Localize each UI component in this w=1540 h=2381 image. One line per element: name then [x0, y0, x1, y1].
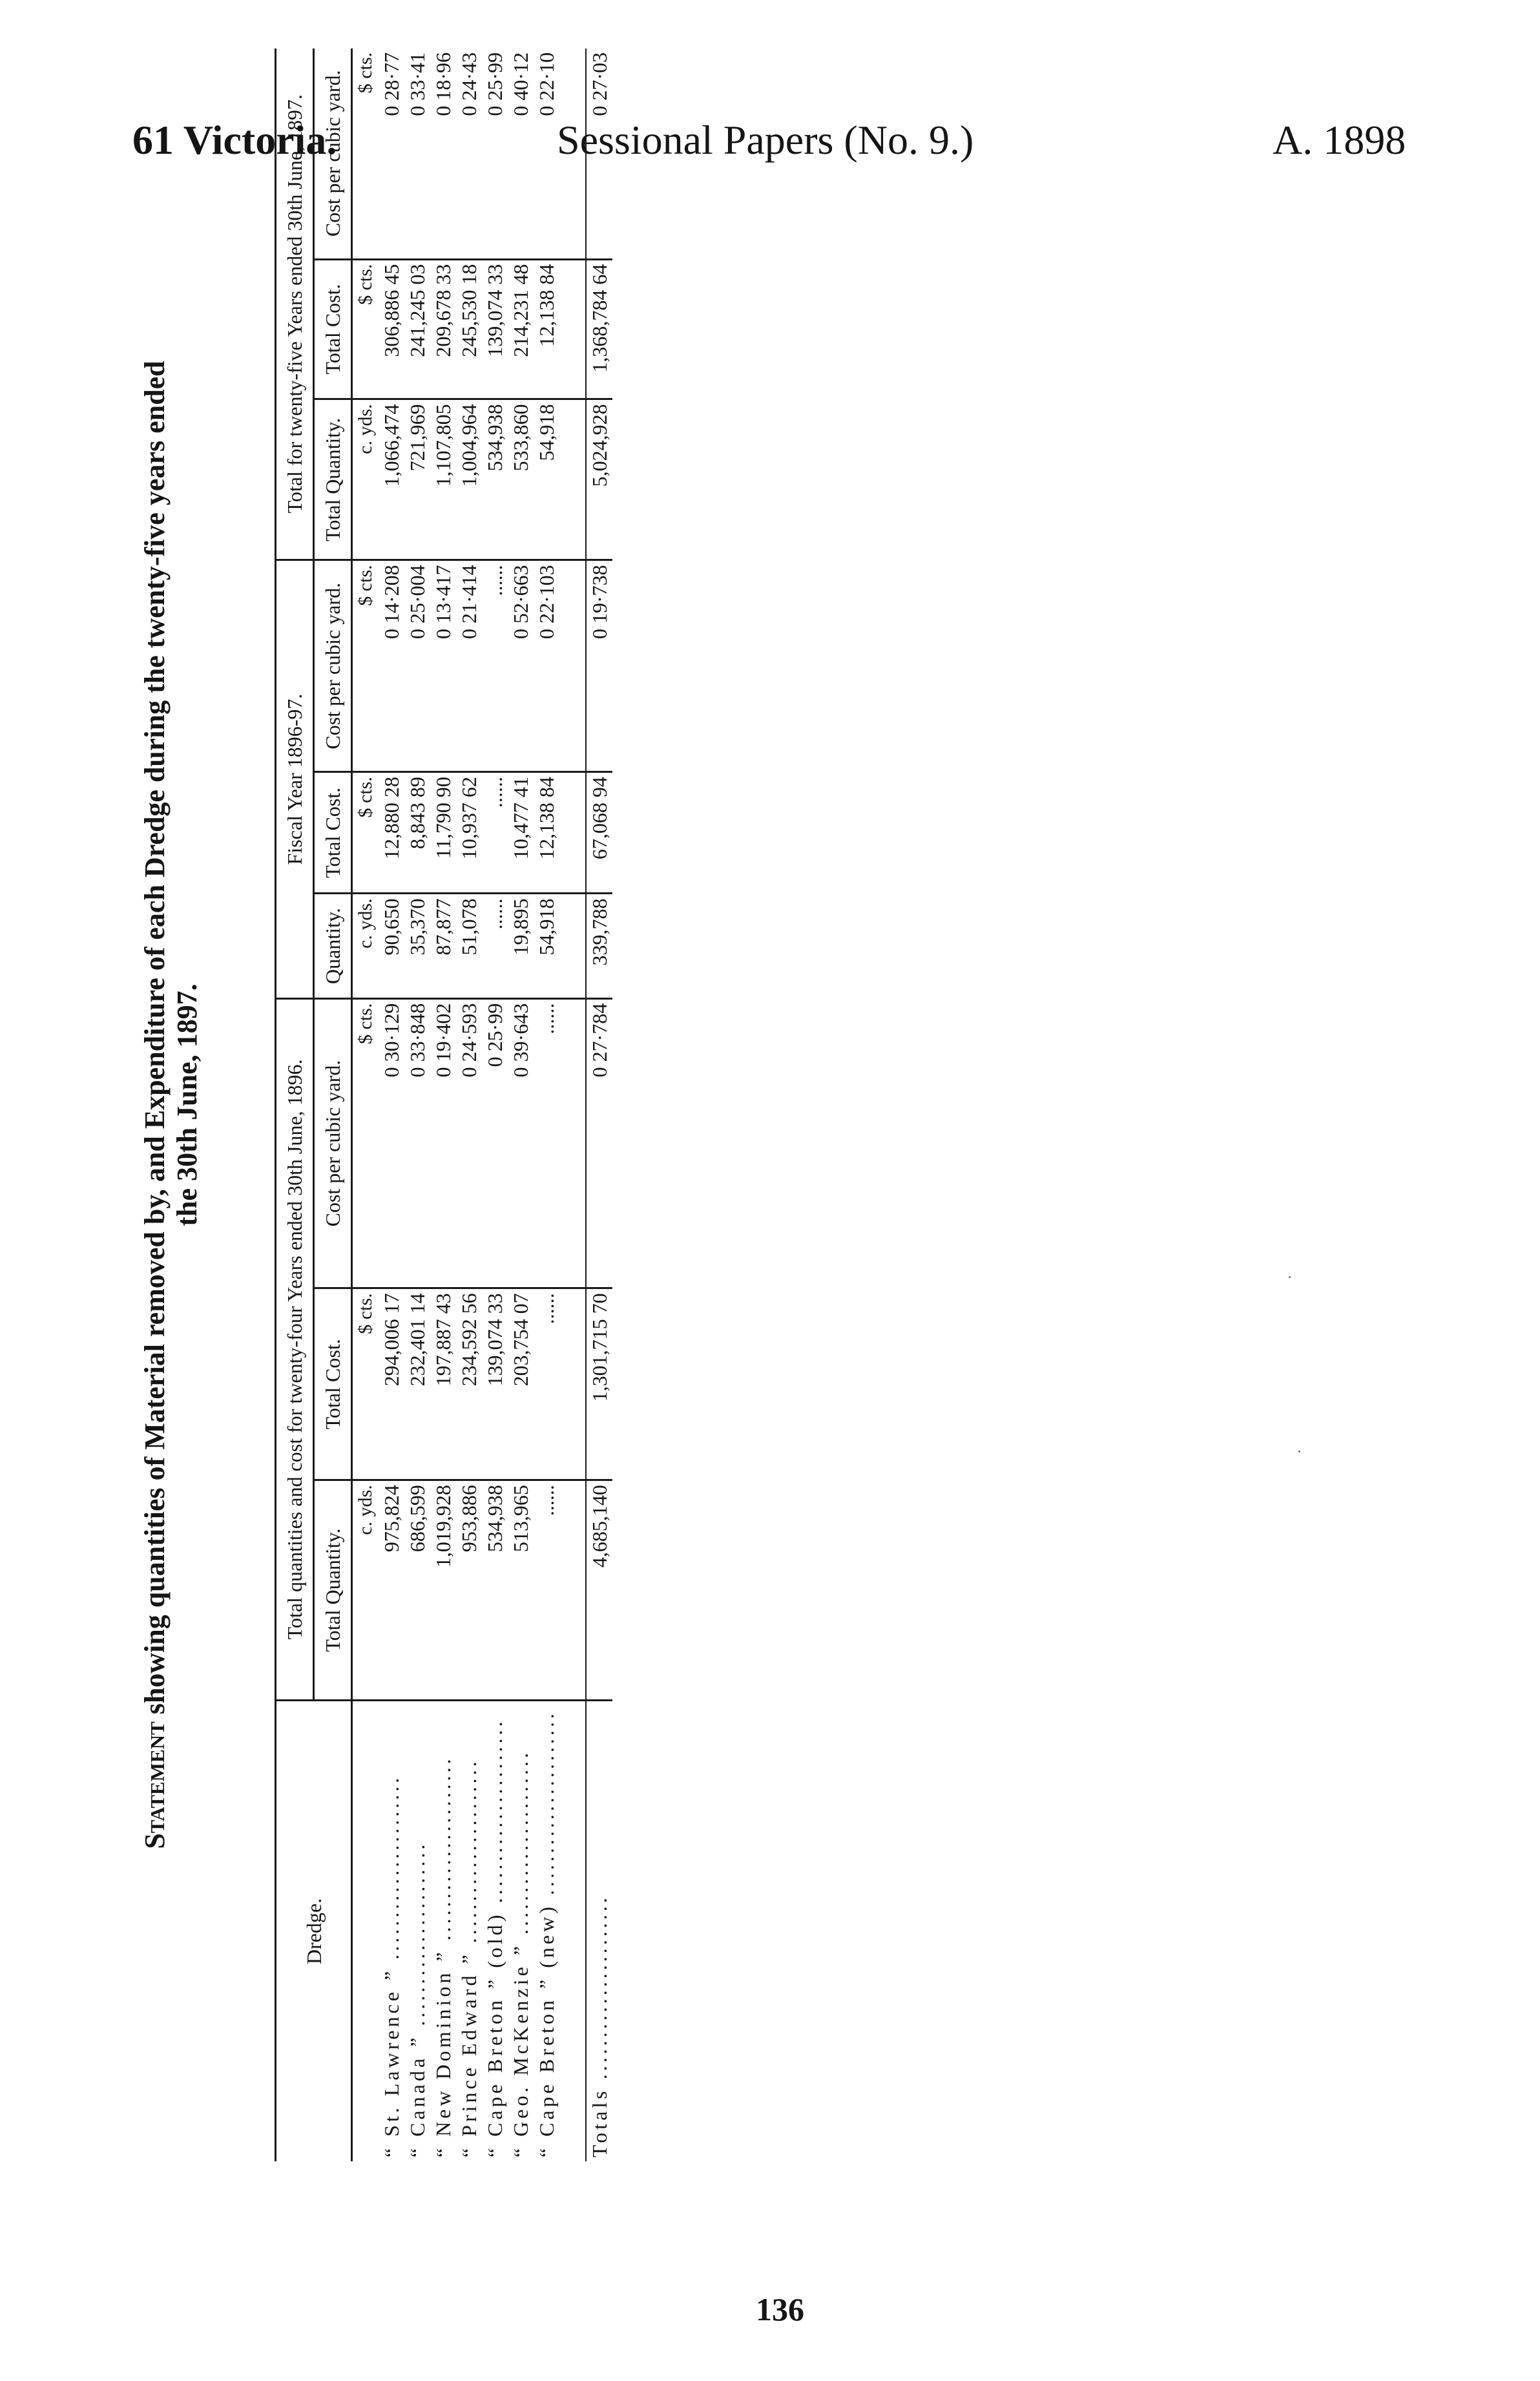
cell-q1: 953,886 [456, 1480, 482, 1701]
table-row [430, 48, 456, 2161]
cell-r3: 0 24·43 [456, 48, 482, 259]
cell-q3: 1,066,474 [379, 399, 404, 560]
cell-q2: 35,370 [404, 894, 430, 998]
cell-r1: 0 33·848 [404, 998, 430, 1288]
cell-q3: 1,004,964 [456, 399, 482, 560]
table-row [379, 48, 404, 2161]
table-row [508, 48, 534, 2161]
sub-total-cost-1: Total Cost. [314, 1288, 352, 1480]
cell-c2: 11,790 90 [430, 772, 456, 894]
group-25-years: Total for twenty-five Years ended 30th June, 1897. [276, 48, 314, 560]
sub-total-cost-2: Total Cost. [314, 772, 352, 894]
cell-r1: ...... [534, 998, 559, 1288]
statement-title [139, 48, 203, 2161]
cell-c1: ...... [534, 1288, 559, 1480]
sub-total-cost-3: Total Cost. [314, 259, 352, 399]
cell-q2: 90,650 [379, 894, 404, 998]
spacer-row [559, 48, 586, 2161]
unit-cost: $ cts. [352, 259, 379, 399]
cell-c3: 241,245 03 [404, 259, 430, 399]
cell-q1: ...... [534, 1480, 559, 1701]
col-dredge: Dredge. [276, 1701, 352, 2162]
dredge-name: “ St. Lawrence ” ...................... [379, 1774, 403, 2157]
unit-cost: $ cts. [352, 1288, 379, 1480]
cell-c3: 209,678 33 [430, 259, 456, 399]
cell-r1: 0 30·129 [379, 998, 404, 1288]
totals-row [586, 48, 612, 2161]
total-q3: 5,024,928 [586, 399, 612, 560]
sub-cost-per-yard-3: Cost per cubic yard. [314, 48, 352, 259]
title-line2: the 30th June, 1897. [171, 983, 203, 1226]
cell-q2: 19,895 [508, 894, 534, 998]
cell-c2: 10,477 41 [508, 772, 534, 894]
cell-r1: 0 25·99 [482, 998, 508, 1288]
dredge-name: “ Cape Breton ” (old) ...................... [483, 1718, 506, 2157]
header-year: A. 1898 [1273, 117, 1406, 163]
cell-r3: 0 22·10 [534, 48, 559, 259]
dredge-name: “ Canada ” ...................... [405, 1841, 429, 2157]
cell-q1: 1,019,928 [430, 1480, 456, 1701]
cell-r2: 0 25·004 [404, 560, 430, 772]
cell-c1: 203,754 07 [508, 1288, 534, 1480]
header-papers: Sessional Papers (No. 9.) [557, 117, 974, 163]
unit-rate: $ cts. [352, 998, 379, 1288]
cell-r1: 0 39·643 [508, 998, 534, 1288]
unit-cost: $ cts. [352, 772, 379, 894]
cell-q3: 534,938 [482, 399, 508, 560]
page-number: 136 [756, 2291, 804, 2327]
dredge-name: “ New Dominion ” ...................... [431, 1756, 455, 2157]
cell-r2: 0 13·417 [430, 560, 456, 772]
cell-r3: 0 33·41 [404, 48, 430, 259]
cell-q3: 721,969 [404, 399, 430, 560]
unit-rate: $ cts. [352, 48, 379, 259]
cell-c2: 12,880 28 [379, 772, 404, 894]
total-r1: 0 27·784 [586, 998, 612, 1288]
cell-r2: 0 52·663 [508, 560, 534, 772]
unit-rate: $ cts. [352, 560, 379, 772]
cell-r1: 0 19·402 [430, 998, 456, 1288]
cell-q1: 534,938 [482, 1480, 508, 1701]
total-c3: 1,368,784 64 [586, 259, 612, 399]
cell-c2: ...... [482, 772, 508, 894]
units-row [352, 48, 379, 2161]
sub-cost-per-yard-1: Cost per cubic yard. [314, 998, 352, 1288]
cell-c1: 294,006 17 [379, 1288, 404, 1480]
cell-c1: 197,887 43 [430, 1288, 456, 1480]
unit-yds: c. yds. [352, 894, 379, 998]
cell-c1: 234,592 56 [456, 1288, 482, 1480]
dredge-name: “ Geo. McKenzie ” ...................... [508, 1750, 532, 2157]
table-row [482, 48, 508, 2161]
cell-c3: 139,074 33 [482, 259, 508, 399]
total-q2: 339,788 [586, 894, 612, 998]
cell-q3: 54,918 [534, 399, 559, 560]
cell-c2: 12,138 84 [534, 772, 559, 894]
cell-r2: 0 22·103 [534, 560, 559, 772]
dredge-name: “ Cape Breton ” (new) ...................... [534, 1710, 558, 2157]
sub-quantity-2: Quantity. [314, 894, 352, 998]
unit-yds: c. yds. [352, 1480, 379, 1701]
cell-c2: 8,843 89 [404, 772, 430, 894]
cell-q2: 87,877 [430, 894, 456, 998]
sub-total-quantity-3: Total Quantity. [314, 399, 352, 560]
total-c2: 67,068 94 [586, 772, 612, 894]
unit-yds: c. yds. [352, 399, 379, 560]
cell-r2: ...... [482, 560, 508, 772]
table-row [534, 48, 559, 2161]
cell-r2: 0 21·414 [456, 560, 482, 772]
cell-c1: 139,074 33 [482, 1288, 508, 1480]
group-24-years: Total quantities and cost for twenty-four Years ended 30th June, 1896. [276, 998, 314, 1700]
title-line1: showing quantities of Material removed by, and Expenditure of each Dredge during the twenty-five years ended [139, 361, 171, 1715]
total-r2: 0 19·738 [586, 560, 612, 772]
rotated-statement [139, 48, 612, 2161]
dredge-name: “ Prince Edward ” ...................... [457, 1758, 481, 2157]
cell-r3: 0 18·96 [430, 48, 456, 259]
paper-speck [1289, 1276, 1291, 1278]
table-row [456, 48, 482, 2161]
cell-c3: 306,886 45 [379, 259, 404, 399]
header-session: 61 Victoria. [132, 117, 337, 163]
group-fiscal-year: Fiscal Year 1896-97. [276, 560, 314, 998]
cell-q1: 686,599 [404, 1480, 430, 1701]
cell-r3: 0 28·77 [379, 48, 404, 259]
cell-q2: 54,918 [534, 894, 559, 998]
cell-c2: 10,937 62 [456, 772, 482, 894]
cell-c3: 12,138 84 [534, 259, 559, 399]
paper-speck [1298, 1451, 1300, 1453]
title-lead: Statement [139, 1721, 171, 1849]
cell-r3: 0 40·12 [508, 48, 534, 259]
cell-c3: 245,530 18 [456, 259, 482, 399]
cell-q1: 513,965 [508, 1480, 534, 1701]
cell-q3: 533,860 [508, 399, 534, 560]
dredge-table [275, 48, 612, 2161]
table-row [404, 48, 430, 2161]
sub-cost-per-yard-2: Cost per cubic yard. [314, 560, 352, 772]
cell-c3: 214,231 48 [508, 259, 534, 399]
cell-q2: 51,078 [456, 894, 482, 998]
totals-label: Totals ...................... [586, 1701, 612, 2162]
cell-r2: 0 14·208 [379, 560, 404, 772]
total-r3: 0 27·03 [586, 48, 612, 259]
total-q1: 4,685,140 [586, 1480, 612, 1701]
total-c1: 1,301,715 70 [586, 1288, 612, 1480]
cell-q2: ...... [482, 894, 508, 998]
cell-q3: 1,107,805 [430, 399, 456, 560]
sub-total-quantity-1: Total Quantity. [314, 1480, 352, 1701]
cell-r1: 0 24·593 [456, 998, 482, 1288]
cell-r3: 0 25·99 [482, 48, 508, 259]
cell-q1: 975,824 [379, 1480, 404, 1701]
cell-c1: 232,401 14 [404, 1288, 430, 1480]
